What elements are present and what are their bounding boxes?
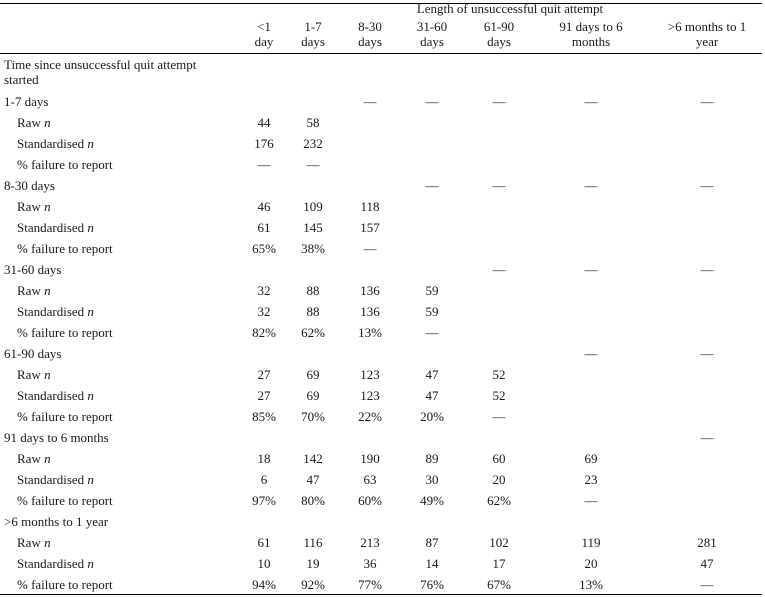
table-cell: — [584, 493, 598, 508]
table-row [0, 387, 765, 408]
table-row [0, 492, 765, 513]
group-label: 8-30 days [4, 178, 55, 193]
table-row [0, 219, 765, 240]
table-cell: 69 [306, 388, 320, 403]
table-cell: 60% [358, 493, 382, 508]
column-header: >6 months to 1 year [667, 19, 747, 49]
table-cell: 65% [252, 241, 276, 256]
table-cell: 18 [257, 451, 271, 466]
table-cell: 20 [492, 472, 506, 487]
table-cell: 190 [360, 451, 380, 466]
table-row [0, 156, 765, 177]
table-cell: 82% [252, 325, 276, 340]
header-rule [0, 53, 762, 54]
table-cell: 85% [252, 409, 276, 424]
table-cell: 23 [584, 472, 598, 487]
table-row [0, 240, 765, 261]
table-row [0, 450, 765, 471]
table-cell: 59 [425, 304, 439, 319]
group-row [0, 345, 765, 366]
table-cell: 60 [492, 451, 506, 466]
table-cell: 6 [260, 472, 268, 487]
table-cell: — [584, 262, 598, 277]
table-cell: 87 [425, 535, 439, 550]
table-cell: — [425, 178, 439, 193]
table-cell: — [306, 157, 320, 172]
table-cell: — [363, 94, 377, 109]
table-cell: — [257, 157, 271, 172]
table-row [0, 471, 765, 492]
table-cell: 119 [581, 535, 601, 550]
table-row [0, 534, 765, 555]
table-cell: — [492, 178, 506, 193]
row-label: % failure to report [17, 157, 113, 172]
column-header: <1 day [254, 19, 274, 49]
table-cell: 62% [301, 325, 325, 340]
group-label: 1-7 days [4, 94, 49, 109]
table-row [0, 408, 765, 429]
table-cell: 63 [363, 472, 377, 487]
table-cell: 10 [257, 556, 271, 571]
table-cell: 77% [358, 577, 382, 592]
group-label: 61-90 days [4, 346, 62, 361]
table-cell: 281 [697, 535, 717, 550]
table-cell: 20% [420, 409, 444, 424]
table-row [0, 366, 765, 387]
row-label: Standardised n [17, 304, 94, 319]
row-label: Standardised n [17, 136, 94, 151]
table-cell: 30 [425, 472, 439, 487]
table-cell: 94% [252, 577, 276, 592]
table-cell: — [425, 94, 439, 109]
group-label: 91 days to 6 months [4, 430, 109, 445]
table-cell: 145 [303, 220, 323, 235]
table-cell: 52 [492, 388, 506, 403]
table-cell: 136 [360, 304, 380, 319]
table-cell: 20 [584, 556, 598, 571]
table-cell: 61 [257, 220, 271, 235]
table-cell: 157 [360, 220, 380, 235]
table-cell: 80% [301, 493, 325, 508]
group-row [0, 93, 765, 114]
table-cell: 61 [257, 535, 271, 550]
group-label: >6 months to 1 year [4, 514, 109, 529]
table-row [0, 555, 765, 576]
row-label: Raw n [17, 199, 51, 214]
table-cell: 58 [306, 115, 320, 130]
row-label: Standardised n [17, 220, 94, 235]
table-cell: 89 [425, 451, 439, 466]
table-row [0, 303, 765, 324]
table-cell: 59 [425, 283, 439, 298]
column-span-header: Length of unsuccessful quit attempt [416, 1, 604, 16]
table-cell: 70% [301, 409, 325, 424]
group-row [0, 261, 765, 282]
table-cell: 109 [303, 199, 323, 214]
table-cell: 14 [425, 556, 439, 571]
table-cell: 102 [489, 535, 509, 550]
table-cell: 118 [360, 199, 380, 214]
row-label: Raw n [17, 451, 51, 466]
table-cell: 67% [487, 577, 511, 592]
group-row [0, 429, 765, 450]
row-label: Standardised n [17, 472, 94, 487]
column-header: 31-60 days [416, 19, 448, 49]
row-header: Time since unsuccessful quit attempt started [4, 57, 197, 87]
row-label: Standardised n [17, 388, 94, 403]
row-label: Raw n [17, 367, 51, 382]
column-header: 1-7 days [301, 19, 325, 49]
table-cell: 97% [252, 493, 276, 508]
table-cell: 46 [257, 199, 271, 214]
table-cell: 13% [358, 325, 382, 340]
row-label: % failure to report [17, 241, 113, 256]
table-cell: 36 [363, 556, 377, 571]
table-cell: 123 [360, 388, 380, 403]
table-cell: 47 [306, 472, 320, 487]
row-label: % failure to report [17, 409, 113, 424]
table-cell: 62% [487, 493, 511, 508]
table-cell: 52 [492, 367, 506, 382]
column-header: 61-90 days [483, 19, 515, 49]
column-header: 8-30 days [358, 19, 382, 49]
row-label: Raw n [17, 283, 51, 298]
group-row [0, 513, 765, 534]
table-cell: — [492, 262, 506, 277]
table-cell: 123 [360, 367, 380, 382]
table-cell: — [700, 178, 714, 193]
table-cell: 47 [700, 556, 714, 571]
table-cell: 116 [303, 535, 323, 550]
table-cell: — [700, 94, 714, 109]
table-cell: 27 [257, 388, 271, 403]
row-label: Raw n [17, 535, 51, 550]
table-cell: 88 [306, 304, 320, 319]
table-cell: 32 [257, 304, 271, 319]
table-cell: 76% [420, 577, 444, 592]
table-cell: 44 [257, 115, 271, 130]
table-bottom-rule [0, 594, 762, 595]
table-cell: 22% [358, 409, 382, 424]
table-cell: — [700, 262, 714, 277]
table-cell: 13% [579, 577, 603, 592]
table-cell: 136 [360, 283, 380, 298]
table-cell: 232 [303, 136, 323, 151]
table-cell: 142 [303, 451, 323, 466]
table-cell: 88 [306, 283, 320, 298]
table-cell: 92% [301, 577, 325, 592]
table-cell: — [584, 178, 598, 193]
table-cell: 17 [492, 556, 506, 571]
table-cell: 32 [257, 283, 271, 298]
group-row [0, 177, 765, 198]
table-row [0, 198, 765, 219]
table-cell: — [700, 430, 714, 445]
column-header: 91 days to 6 months [559, 19, 623, 49]
table-cell: 69 [584, 451, 598, 466]
table-cell: 27 [257, 367, 271, 382]
table-cell: 49% [420, 493, 444, 508]
table-cell: 69 [306, 367, 320, 382]
table-cell: 38% [301, 241, 325, 256]
table-cell: — [584, 346, 598, 361]
table-cell: — [700, 346, 714, 361]
table-cell: 47 [425, 367, 439, 382]
row-label: Standardised n [17, 556, 94, 571]
table-row [0, 324, 765, 345]
group-label: 31-60 days [4, 262, 62, 277]
table-cell: — [492, 94, 506, 109]
table-cell: 176 [254, 136, 274, 151]
table-row [0, 114, 765, 135]
row-label: % failure to report [17, 325, 113, 340]
table-cell: 47 [425, 388, 439, 403]
table-cell: — [425, 325, 439, 340]
table-cell: — [492, 409, 506, 424]
table-cell: — [363, 241, 377, 256]
row-label: Raw n [17, 115, 51, 130]
table-cell: 19 [306, 556, 320, 571]
table-cell: — [700, 577, 714, 592]
table-row [0, 282, 765, 303]
table-row [0, 135, 765, 156]
row-label: % failure to report [17, 577, 113, 592]
table-cell: — [584, 94, 598, 109]
table-cell: 213 [360, 535, 380, 550]
row-label: % failure to report [17, 493, 113, 508]
